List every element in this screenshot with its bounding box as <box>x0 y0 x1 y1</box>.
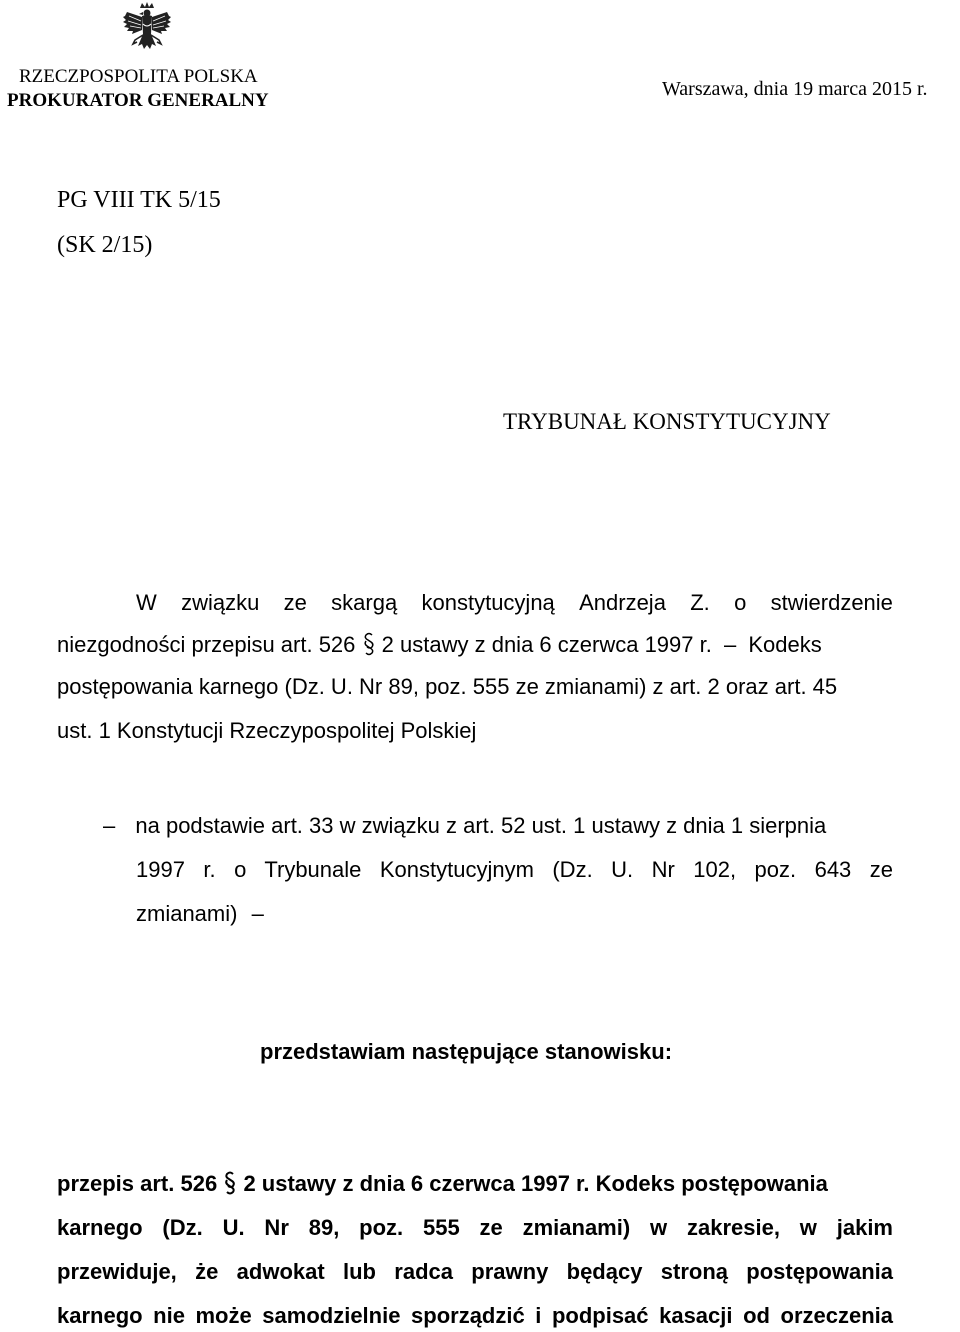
place-and-date: Warszawa, dnia 19 marca 2015 r. <box>662 78 928 100</box>
basis-line-1-text: na podstawie art. 33 w związku z art. 52 ust. 1 ustawy z dnia 1 sierpnia <box>135 813 827 838</box>
intro-line-3: postępowania karnego (Dz. U. Nr 89, poz. 555 ze zmianami) z art. 2 oraz art. 45 <box>57 674 838 699</box>
case-signature-sk: (SK 2/15) <box>57 232 153 258</box>
intro-word: związku <box>181 590 260 615</box>
basis-line-3 <box>136 901 264 927</box>
intro-word: konstytucyjną <box>421 590 555 615</box>
section-symbol-icon <box>362 632 376 656</box>
basis-line-2: 1997 r. o Trybunale Konstytucyjnym (Dz. U. Nr 102, poz. 643 ze <box>136 857 893 882</box>
addressee: TRYBUNAŁ KONSTYTUCYJNY <box>503 409 831 434</box>
intro-word: W <box>136 590 157 615</box>
conclusion-line-2: karnego (Dz. U. Nr 89, poz. 555 ze zmianami) w zakresie, w jakim <box>57 1215 893 1240</box>
intro-line-4: ust. 1 Konstytucji Rzeczypospolitej Polskiej <box>57 718 477 743</box>
statement-heading: przedstawiam następujące stanowisku: <box>260 1039 673 1064</box>
conclusion-line-1-end: 2 ustawy z dnia 6 czerwca 1997 r. Kodeks postępowania <box>243 1171 828 1196</box>
intro-word: skargą <box>331 590 398 615</box>
em-dash: – <box>723 632 737 657</box>
intro-word: ze <box>283 590 307 615</box>
org-name-line-1: RZECZPOSPOLITA POLSKA <box>19 66 258 87</box>
basis-line-1 <box>103 813 826 839</box>
intro-line-2 <box>57 632 822 658</box>
section-symbol-icon <box>223 1171 237 1195</box>
conclusion-line-1 <box>57 1171 828 1197</box>
conclusion-line-3: przewiduje, że adwokat lub radca prawny będący stroną postępowania <box>57 1259 893 1284</box>
basis-line-3-text: zmianami) <box>136 901 238 926</box>
intro-line-1 <box>136 590 893 616</box>
polish-eagle-emblem <box>121 2 173 56</box>
basis-end-dash: – <box>251 901 264 926</box>
intro-line-2-start: niezgodności przepisu art. 526 <box>57 632 356 657</box>
intro-word: o <box>734 590 747 615</box>
intro-word: Andrzeja <box>579 590 666 615</box>
org-name-line-2: PROKURATOR GENERALNY <box>7 90 269 111</box>
intro-word: Z. <box>690 590 710 615</box>
basis-dash: – <box>103 813 116 838</box>
intro-line-2-end: Kodeks <box>748 632 822 657</box>
case-signature-pg: PG VIII TK 5/15 <box>57 187 221 213</box>
intro-line-2-middle: 2 ustawy z dnia 6 czerwca 1997 r. <box>381 632 712 657</box>
conclusion-line-4: karnego nie może samodzielnie sporządzić i podpisać kasacji od orzeczenia <box>57 1303 893 1328</box>
conclusion-line-1-start: przepis art. 526 <box>57 1171 218 1196</box>
intro-word: stwierdzenie <box>770 590 893 615</box>
